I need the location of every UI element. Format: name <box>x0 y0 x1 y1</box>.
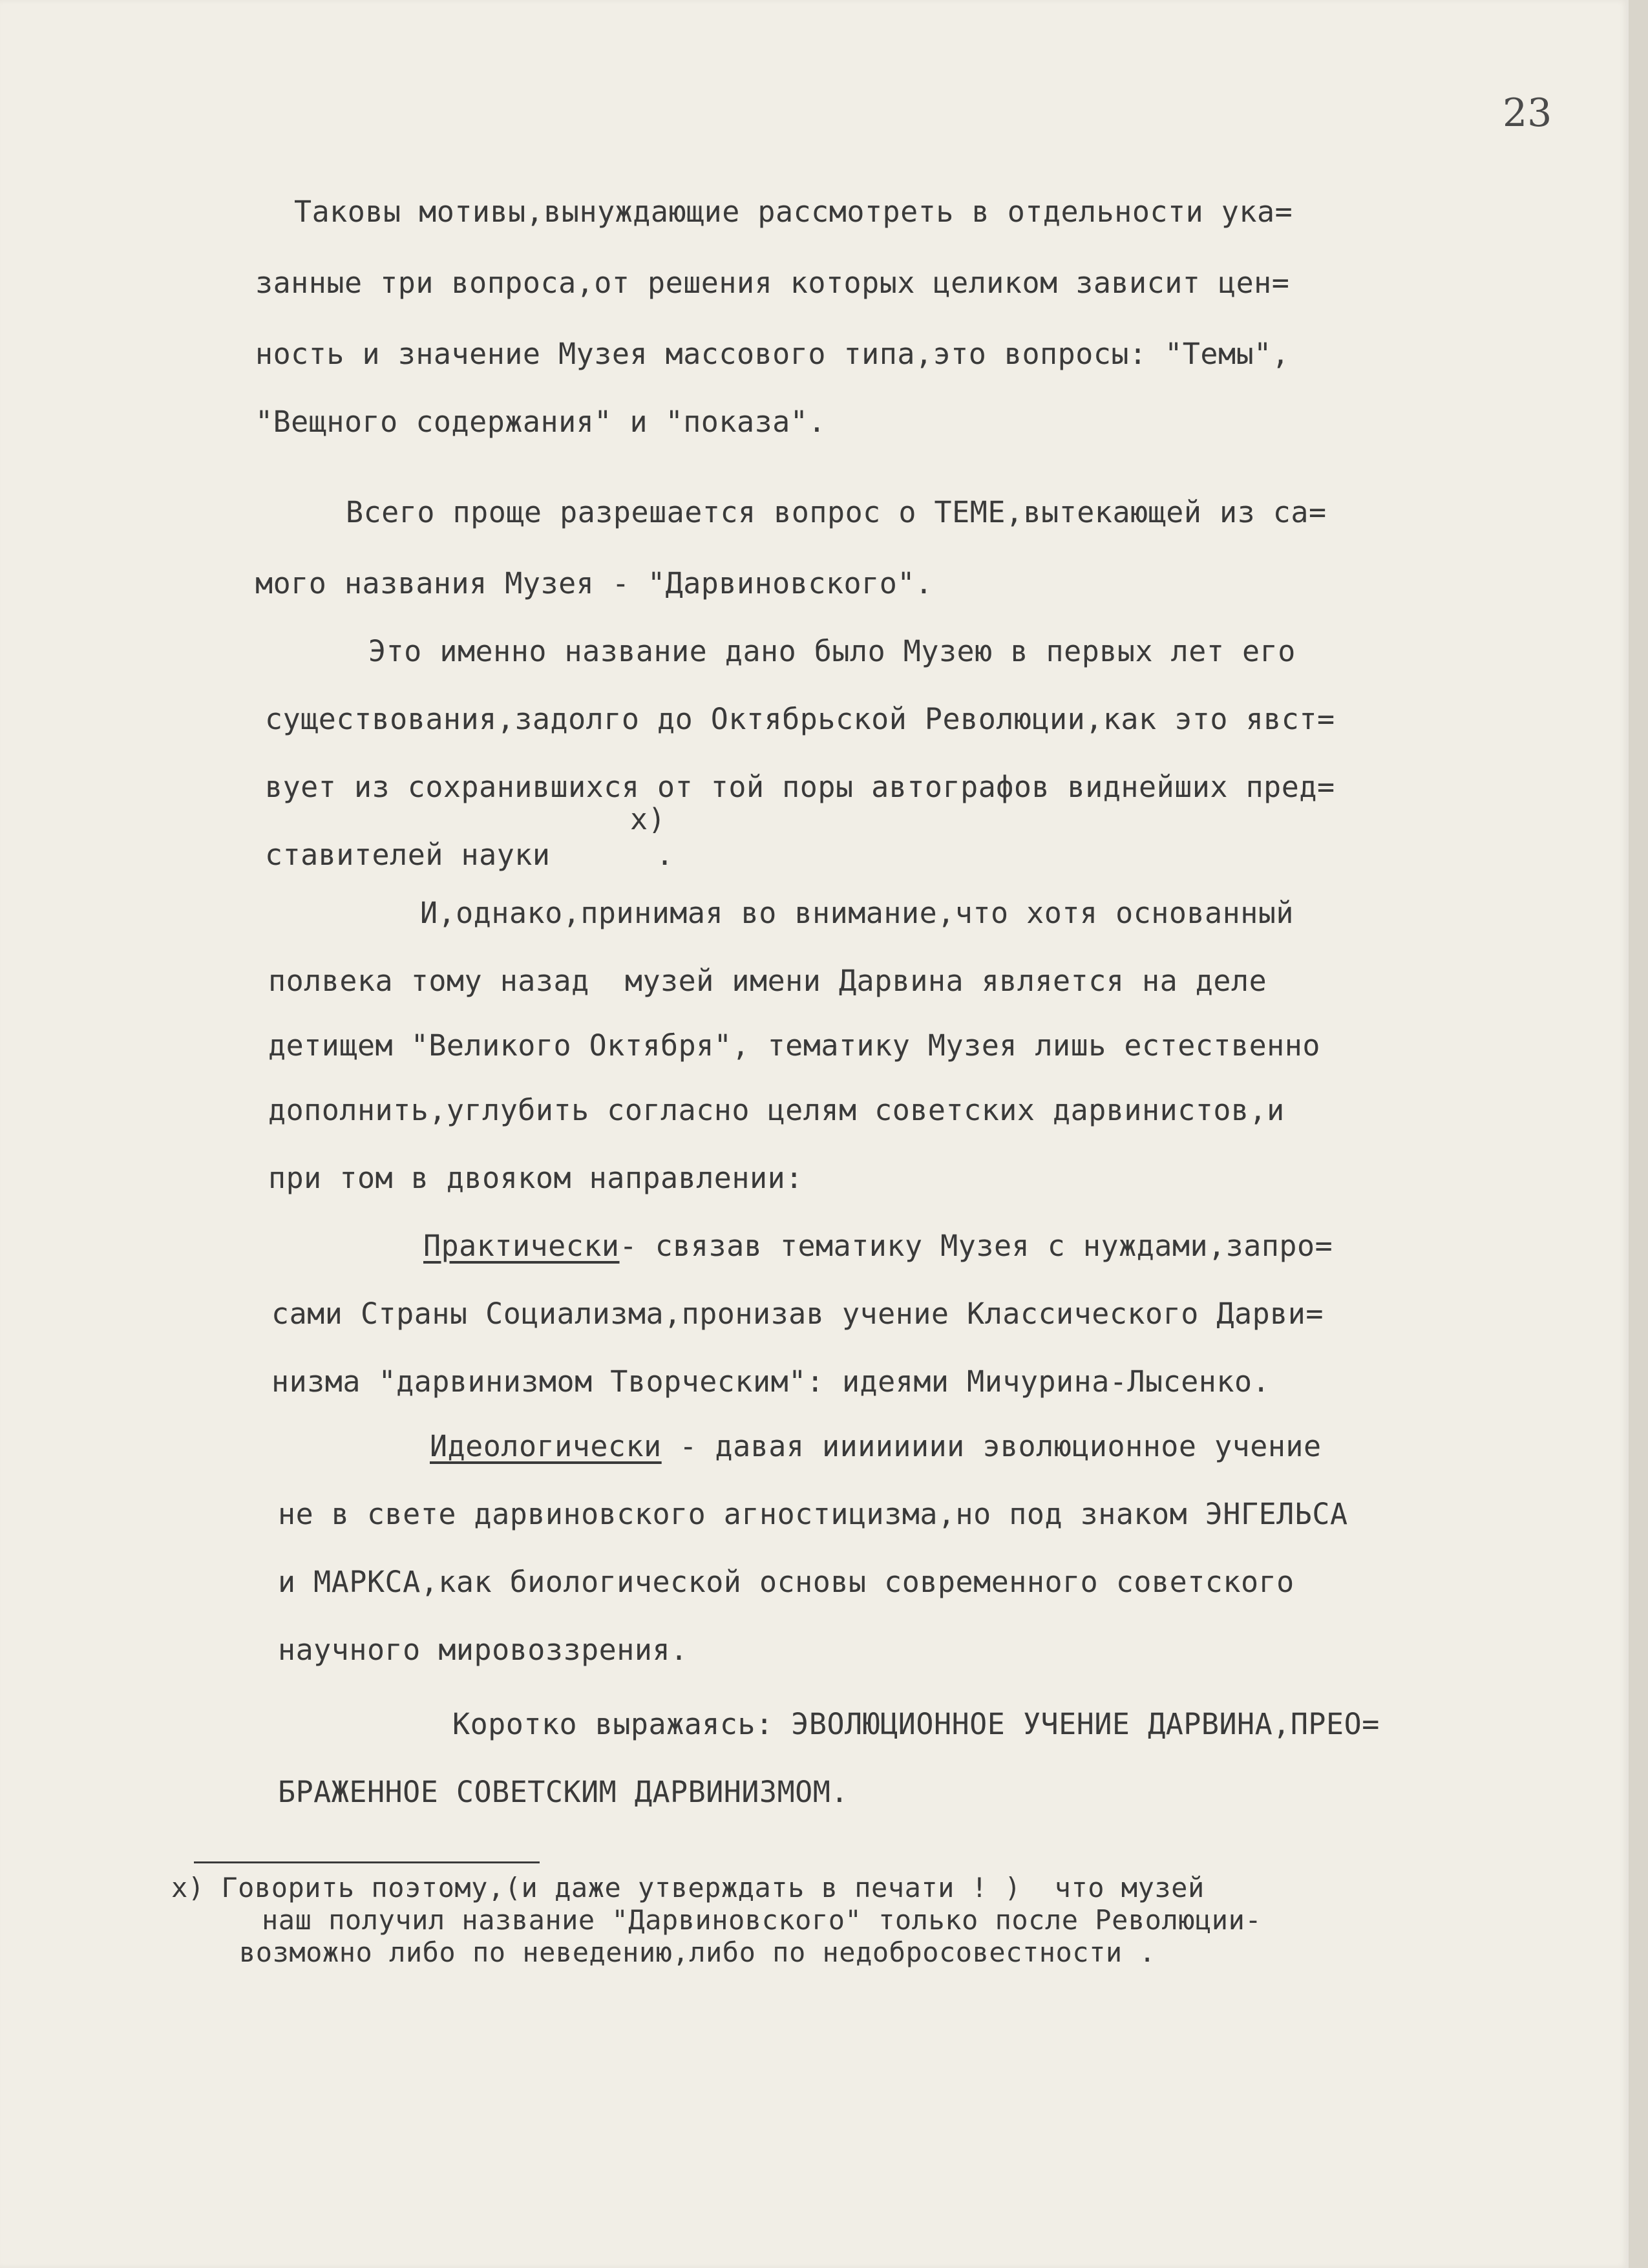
paragraph-5-line-3: низма "дарвинизмом Творческим": идеями Мичурина-Лысенко. <box>271 1364 1271 1399</box>
footnote-line-1: х) Говорить поэтому,(и даже утверждать в печати ! ) что музей <box>171 1872 1205 1903</box>
paragraph-5-line-1 <box>423 1229 1333 1263</box>
paragraph-5-line-2: сами Страны Социализма,пронизав учение Классического Дарви= <box>271 1297 1324 1331</box>
footnote-line-2: наш получил название "Дарвиновского" только после Революции- <box>262 1904 1262 1936</box>
paragraph-1-line-4: "Вещного содержания" и "показа". <box>255 405 826 439</box>
paragraph-4-line-5: при том в двояком направлении: <box>268 1161 803 1195</box>
footnote-separator <box>194 1861 540 1863</box>
heading-ideologically: Идеологически <box>430 1429 662 1463</box>
paragraph-4-line-3: детищем "Великого Октября", тематику Музея лишь естественно <box>268 1028 1320 1063</box>
page-edge <box>1629 0 1648 2268</box>
paragraph-4-line-2: полвека тому назад музей имени Дарвина является на деле <box>268 964 1267 998</box>
paragraph-6-line-1-text: - давая ииииииии эволюционное учение <box>661 1429 1322 1463</box>
paragraph-5-line-1-text: - связав тематику Музея с нуждами,запро= <box>619 1229 1333 1263</box>
paragraph-1-line-3: ность и значение Музея массового типа,это вопросы: "Темы", <box>255 337 1290 371</box>
paragraph-3-period: . <box>656 838 674 872</box>
paragraph-1-line-1: Таковы мотивы,вынуждающие рассмотреть в отдельности ука= <box>294 195 1293 229</box>
paragraph-3-line-3: вует из сохранившихся от той поры автографов виднейших пред= <box>265 770 1335 804</box>
paragraph-3-line-2: существования,задолго до Октябрьской Революции,как это явст= <box>265 702 1335 736</box>
paragraph-3-line-1: Это именно название дано было Музею в первых лет его <box>368 634 1296 668</box>
paragraph-3-line-4: ставителей науки <box>265 838 551 872</box>
page-number: 23 <box>1503 90 1552 136</box>
paragraph-2-line-2: мого названия Музея - "Дарвиновского". <box>255 566 933 600</box>
paragraph-6-line-2: не в свете дарвиновского агностицизма,но под знаком ЭНГЕЛЬСА <box>278 1497 1348 1531</box>
paragraph-1-line-2: занные три вопроса,от решения которых целиком зависит цен= <box>255 266 1290 300</box>
footnote-reference: х) <box>630 802 666 836</box>
paragraph-7-line-1: Коротко выражаясь: ЭВОЛЮЦИОННОЕ УЧЕНИЕ ДАРВИНА,ПРЕО= <box>452 1707 1380 1741</box>
paragraph-6-line-4: научного мировоззрения. <box>278 1633 688 1667</box>
paragraph-6-line-3: и МАРКСА,как биологической основы современного советского <box>278 1565 1294 1599</box>
paragraph-2-line-1: Всего проще разрешается вопрос о ТЕМЕ,вытекающей из са= <box>346 495 1327 529</box>
paragraph-4-line-4: дополнить,углубить согласно целям советских дарвинистов,и <box>268 1093 1285 1127</box>
paragraph-6-line-1 <box>430 1429 1322 1463</box>
paragraph-7-line-2: БРАЖЕННОЕ СОВЕТСКИМ ДАРВИНИЗМОМ. <box>278 1775 849 1809</box>
paragraph-4-line-1: И,однако,принимая во внимание,что хотя основанный <box>420 896 1294 930</box>
heading-practically: Практически <box>423 1229 620 1263</box>
footnote-line-3: возможно либо по неведению,либо по недобросовестности . <box>239 1936 1156 1968</box>
